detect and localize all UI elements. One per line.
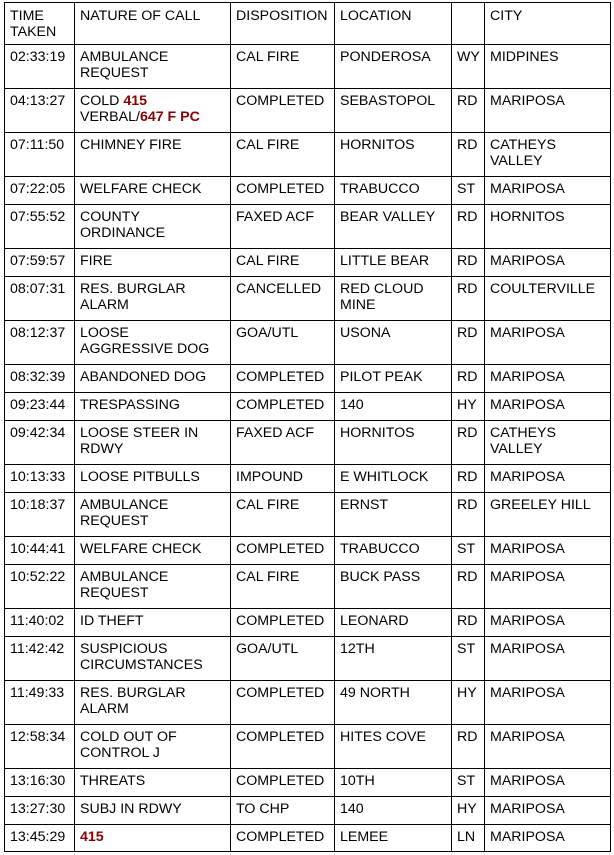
street-suffix-cell: HY	[452, 797, 485, 825]
nature-of-call-cell	[75, 133, 231, 177]
location-cell: 140	[335, 797, 452, 825]
table-row	[5, 797, 611, 825]
street-suffix-cell: RD	[452, 725, 485, 769]
time-taken-cell: 08:07:31	[5, 277, 75, 321]
disposition-cell: COMPLETED	[231, 89, 335, 133]
nature-of-call-cell	[75, 465, 231, 493]
table-row	[5, 637, 611, 681]
street-suffix-cell: LN	[452, 825, 485, 852]
table-row	[5, 393, 611, 421]
time-taken-cell: 13:45:29	[5, 825, 75, 852]
table-row	[5, 177, 611, 205]
city-cell: GREELEY HILL	[485, 493, 611, 537]
city-cell: MARIPOSA	[485, 393, 611, 421]
location-cell: RED CLOUD MINE	[335, 277, 452, 321]
time-taken-cell: 09:42:34	[5, 421, 75, 465]
location-cell: 140	[335, 393, 452, 421]
header-time-taken: TIME TAKEN	[5, 3, 75, 45]
table-row	[5, 205, 611, 249]
time-taken-cell: 13:16:30	[5, 769, 75, 797]
time-taken-cell: 07:11:50	[5, 133, 75, 177]
highlighted-code: 647 F PC	[139, 109, 200, 125]
street-suffix-cell: RD	[452, 205, 485, 249]
street-suffix-cell: HY	[452, 681, 485, 725]
city-cell: MIDPINES	[485, 45, 611, 89]
city-cell: MARIPOSA	[485, 365, 611, 393]
nature-of-call-cell	[75, 393, 231, 421]
table-row	[5, 133, 611, 177]
street-suffix-cell: ST	[452, 637, 485, 681]
street-suffix-cell: RD	[452, 421, 485, 465]
table-row	[5, 681, 611, 725]
street-suffix-cell: RD	[452, 609, 485, 637]
table-row	[5, 465, 611, 493]
nature-of-call-cell	[75, 321, 231, 365]
nature-of-call-cell	[75, 797, 231, 825]
time-taken-cell: 10:52:22	[5, 565, 75, 609]
nature-text: ID THEFT	[80, 613, 144, 629]
street-suffix-cell: RD	[452, 321, 485, 365]
city-cell: MARIPOSA	[485, 797, 611, 825]
table-row	[5, 277, 611, 321]
nature-of-call-cell	[75, 89, 231, 133]
nature-of-call-cell	[75, 205, 231, 249]
time-taken-cell: 04:13:27	[5, 89, 75, 133]
disposition-cell: COMPLETED	[231, 609, 335, 637]
location-cell: TRABUCCO	[335, 177, 452, 205]
table-row	[5, 45, 611, 89]
disposition-cell: COMPLETED	[231, 537, 335, 565]
nature-of-call-cell	[75, 177, 231, 205]
street-suffix-cell: RD	[452, 465, 485, 493]
highlighted-code: 415	[123, 93, 148, 109]
nature-text: TRESPASSING	[80, 397, 180, 413]
nature-text: CHIMNEY FIRE	[80, 137, 182, 153]
disposition-cell: GOA/UTL	[231, 321, 335, 365]
table-row	[5, 609, 611, 637]
street-suffix-cell: RD	[452, 365, 485, 393]
time-taken-cell: 11:40:02	[5, 609, 75, 637]
disposition-cell: CAL FIRE	[231, 565, 335, 609]
location-cell: USONA	[335, 321, 452, 365]
table-row	[5, 565, 611, 609]
street-suffix-cell: ST	[452, 769, 485, 797]
nature-of-call-cell	[75, 45, 231, 89]
city-cell: MARIPOSA	[485, 609, 611, 637]
street-suffix-cell: RD	[452, 565, 485, 609]
city-cell: MARIPOSA	[485, 537, 611, 565]
street-suffix-cell: RD	[452, 277, 485, 321]
street-suffix-cell: ST	[452, 177, 485, 205]
time-taken-cell: 11:42:42	[5, 637, 75, 681]
location-cell: BEAR VALLEY	[335, 205, 452, 249]
nature-text: LOOSE PITBULLS	[80, 469, 200, 485]
nature-text: AMBULANCE REQUEST	[80, 49, 169, 81]
nature-of-call-cell	[75, 537, 231, 565]
nature-text: COLD	[80, 93, 124, 109]
table-row	[5, 725, 611, 769]
location-cell: LEONARD	[335, 609, 452, 637]
nature-text: AMBULANCE REQUEST	[80, 569, 169, 601]
time-taken-cell: 07:22:05	[5, 177, 75, 205]
disposition-cell: GOA/UTL	[231, 637, 335, 681]
disposition-cell: COMPLETED	[231, 393, 335, 421]
nature-of-call-cell	[75, 681, 231, 725]
location-cell: LITTLE BEAR	[335, 249, 452, 277]
time-taken-cell: 10:18:37	[5, 493, 75, 537]
table-row	[5, 321, 611, 365]
city-cell: MARIPOSA	[485, 321, 611, 365]
header-street-suffix	[452, 3, 485, 45]
time-taken-cell: 07:55:52	[5, 205, 75, 249]
time-taken-cell: 12:58:34	[5, 725, 75, 769]
header-city: CITY	[485, 3, 611, 45]
disposition-cell: COMPLETED	[231, 681, 335, 725]
city-cell: CATHEYS VALLEY	[485, 133, 611, 177]
location-cell: 49 NORTH	[335, 681, 452, 725]
time-taken-cell: 10:13:33	[5, 465, 75, 493]
street-suffix-cell: WY	[452, 45, 485, 89]
disposition-cell: IMPOUND	[231, 465, 335, 493]
location-cell: BUCK PASS	[335, 565, 452, 609]
nature-text: RES. BURGLAR ALARM	[80, 685, 186, 717]
nature-text: LOOSE STEER IN RDWY	[80, 425, 199, 457]
city-cell: MARIPOSA	[485, 177, 611, 205]
nature-text: FIRE	[80, 253, 113, 269]
disposition-cell: FAXED ACF	[231, 205, 335, 249]
nature-of-call-cell	[75, 637, 231, 681]
nature-text: ABANDONED DOG	[80, 369, 207, 385]
nature-of-call-cell	[75, 725, 231, 769]
disposition-cell: COMPLETED	[231, 825, 335, 852]
disposition-cell: COMPLETED	[231, 177, 335, 205]
header-nature-of-call: NATURE OF CALL	[75, 3, 231, 45]
time-taken-cell: 13:27:30	[5, 797, 75, 825]
time-taken-cell: 10:44:41	[5, 537, 75, 565]
city-cell: COULTERVILLE	[485, 277, 611, 321]
time-taken-cell: 08:32:39	[5, 365, 75, 393]
table-row	[5, 249, 611, 277]
nature-of-call-cell	[75, 421, 231, 465]
nature-text: WELFARE CHECK	[80, 541, 202, 557]
table-row	[5, 493, 611, 537]
disposition-cell: CANCELLED	[231, 277, 335, 321]
street-suffix-cell: ST	[452, 537, 485, 565]
call-log-body	[5, 45, 611, 852]
nature-text: COUNTY ORDINANCE	[80, 209, 166, 241]
nature-text: WELFARE CHECK	[80, 181, 202, 197]
nature-of-call-cell	[75, 825, 231, 852]
location-cell: 10TH	[335, 769, 452, 797]
header-row	[5, 3, 611, 45]
table-row	[5, 365, 611, 393]
disposition-cell: CAL FIRE	[231, 133, 335, 177]
street-suffix-cell: RD	[452, 493, 485, 537]
nature-of-call-cell	[75, 493, 231, 537]
time-taken-cell: 08:12:37	[5, 321, 75, 365]
location-cell: 12TH	[335, 637, 452, 681]
location-cell: PONDEROSA	[335, 45, 452, 89]
nature-of-call-cell	[75, 609, 231, 637]
call-log-table	[4, 2, 611, 852]
location-cell: PILOT PEAK	[335, 365, 452, 393]
nature-text: SUBJ IN RDWY	[80, 801, 182, 817]
nature-of-call-cell	[75, 565, 231, 609]
city-cell: MARIPOSA	[485, 769, 611, 797]
time-taken-cell: 07:59:57	[5, 249, 75, 277]
disposition-cell: CAL FIRE	[231, 493, 335, 537]
nature-text: COLD OUT OF CONTROL J	[80, 729, 177, 761]
disposition-cell: COMPLETED	[231, 769, 335, 797]
city-cell: MARIPOSA	[485, 465, 611, 493]
city-cell: MARIPOSA	[485, 89, 611, 133]
location-cell: E WHITLOCK	[335, 465, 452, 493]
city-cell: MARIPOSA	[485, 681, 611, 725]
header-location: LOCATION	[335, 3, 452, 45]
disposition-cell: COMPLETED	[231, 725, 335, 769]
nature-text: LOOSE AGGRESSIVE DOG	[80, 325, 210, 357]
disposition-cell: CAL FIRE	[231, 45, 335, 89]
city-cell: MARIPOSA	[485, 725, 611, 769]
table-row	[5, 537, 611, 565]
disposition-cell: TO CHP	[231, 797, 335, 825]
city-cell: MARIPOSA	[485, 249, 611, 277]
table-row	[5, 769, 611, 797]
time-taken-cell: 11:49:33	[5, 681, 75, 725]
nature-of-call-cell	[75, 249, 231, 277]
disposition-cell: FAXED ACF	[231, 421, 335, 465]
city-cell: CATHEYS VALLEY	[485, 421, 611, 465]
nature-text: AMBULANCE REQUEST	[80, 497, 169, 529]
city-cell: MARIPOSA	[485, 565, 611, 609]
table-row	[5, 825, 611, 852]
nature-text: VERBAL/	[80, 109, 140, 125]
location-cell: HORNITOS	[335, 133, 452, 177]
nature-of-call-cell	[75, 365, 231, 393]
street-suffix-cell: RD	[452, 89, 485, 133]
location-cell: SEBASTOPOL	[335, 89, 452, 133]
nature-of-call-cell	[75, 277, 231, 321]
nature-of-call-cell	[75, 769, 231, 797]
city-cell: HORNITOS	[485, 205, 611, 249]
disposition-cell: CAL FIRE	[231, 249, 335, 277]
table-row	[5, 89, 611, 133]
header-disposition: DISPOSITION	[231, 3, 335, 45]
street-suffix-cell: RD	[452, 249, 485, 277]
location-cell: HITES COVE	[335, 725, 452, 769]
city-cell: MARIPOSA	[485, 637, 611, 681]
city-cell: MARIPOSA	[485, 825, 611, 852]
nature-text: SUSPICIOUS CIRCUMSTANCES	[80, 641, 203, 673]
disposition-cell: COMPLETED	[231, 365, 335, 393]
nature-text: RES. BURGLAR ALARM	[80, 281, 186, 313]
location-cell: LEMEE	[335, 825, 452, 852]
location-cell: ERNST	[335, 493, 452, 537]
street-suffix-cell: HY	[452, 393, 485, 421]
location-cell: TRABUCCO	[335, 537, 452, 565]
street-suffix-cell: RD	[452, 133, 485, 177]
time-taken-cell: 02:33:19	[5, 45, 75, 89]
time-taken-cell: 09:23:44	[5, 393, 75, 421]
highlighted-code: 415	[80, 829, 104, 845]
table-row	[5, 421, 611, 465]
location-cell: HORNITOS	[335, 421, 452, 465]
nature-text: THREATS	[80, 773, 146, 789]
